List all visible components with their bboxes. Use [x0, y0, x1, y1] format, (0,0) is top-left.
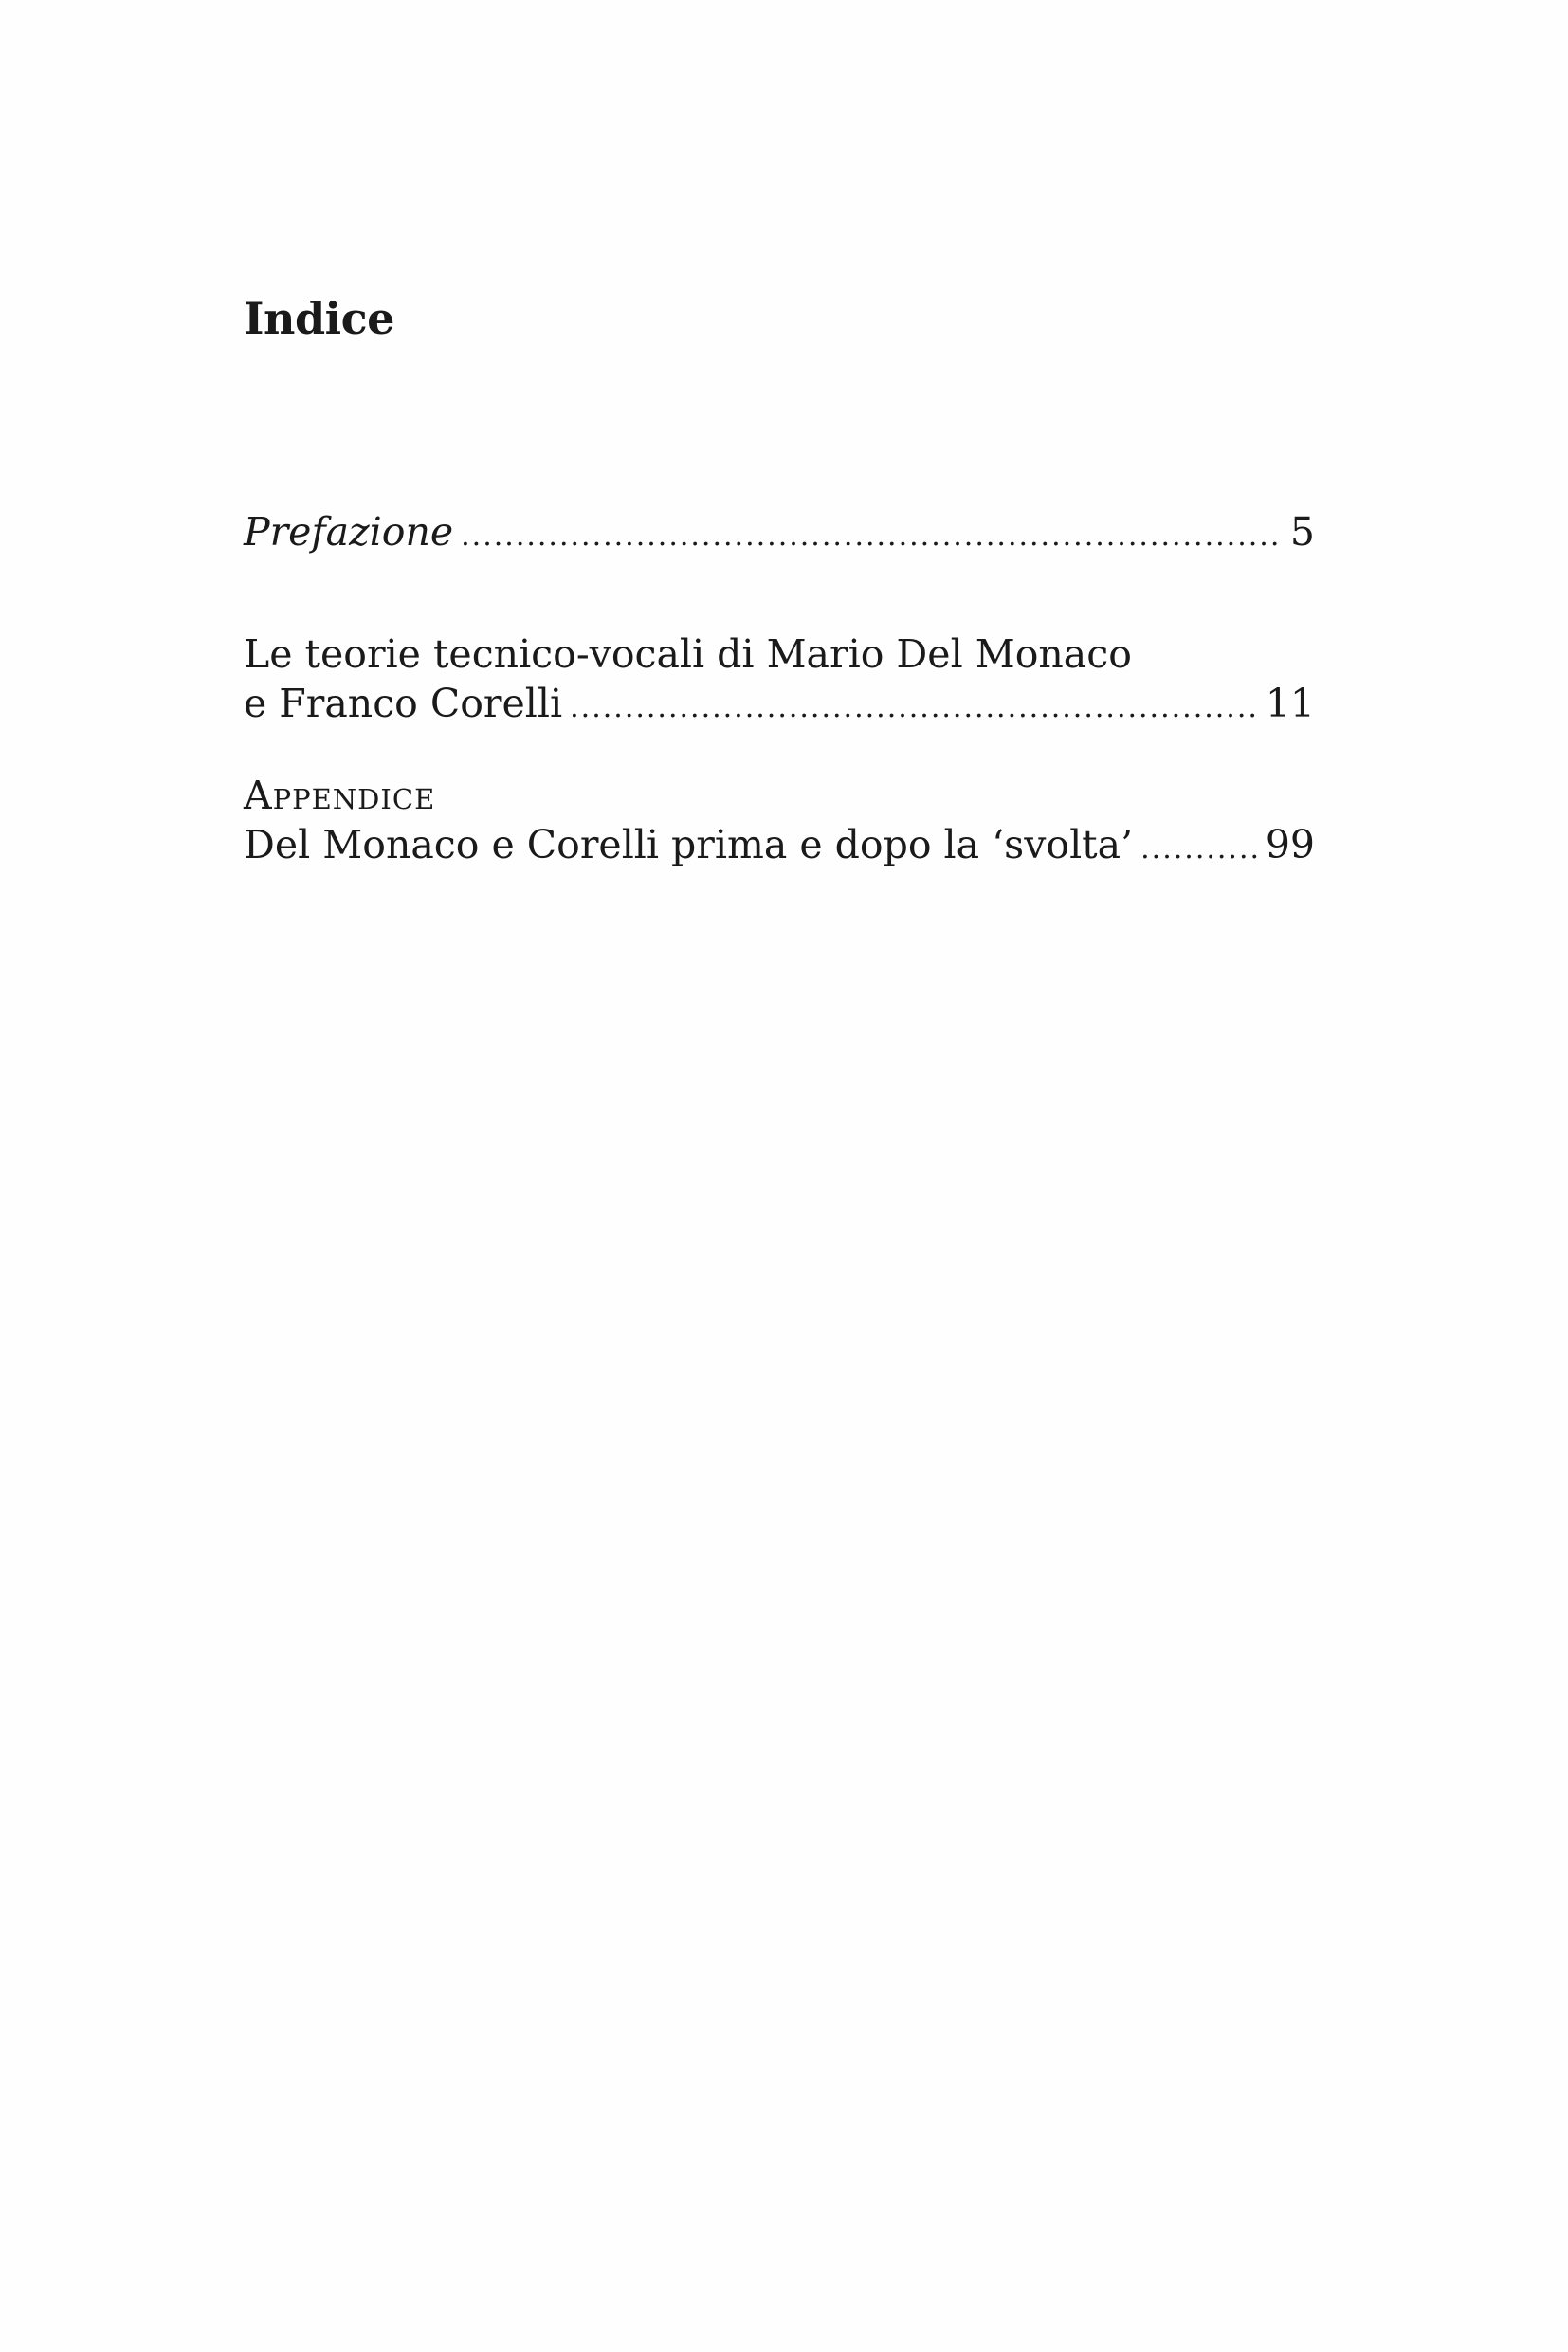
- toc-entry-page-number: 11: [1265, 681, 1315, 726]
- toc-entry-line: [244, 507, 1315, 561]
- page-title: Indice: [244, 292, 394, 344]
- toc-entry-appendice[interactable]: [244, 771, 1315, 874]
- toc-entry-prefazione[interactable]: [244, 507, 1315, 561]
- toc-entry-page-number: 5: [1289, 509, 1315, 555]
- toc-entry-line: [244, 820, 1315, 874]
- toc-entry-title-continued: e Franco Corelli: [244, 681, 563, 726]
- dot-leader: [461, 512, 1283, 561]
- toc-section-label: Appendice: [244, 773, 436, 818]
- toc-entry-title-line-1: [244, 629, 1315, 679]
- toc-entry-teorie-tecnico-vocali[interactable]: [244, 629, 1315, 733]
- dot-leader: [570, 684, 1258, 733]
- toc-entry-page-number: 99: [1265, 822, 1315, 867]
- table-of-contents: [244, 507, 1315, 874]
- toc-entry-title: Prefazione: [244, 509, 454, 555]
- dot-leader: [1140, 825, 1258, 874]
- toc-entry-title: Del Monaco e Corelli prima e dopo la ‘svolta’: [244, 822, 1134, 867]
- toc-entry-title: Le teorie tecnico-vocali di Mario Del Monaco: [244, 631, 1132, 677]
- toc-section-label-line: [244, 771, 1315, 820]
- toc-entry-line: [244, 679, 1315, 733]
